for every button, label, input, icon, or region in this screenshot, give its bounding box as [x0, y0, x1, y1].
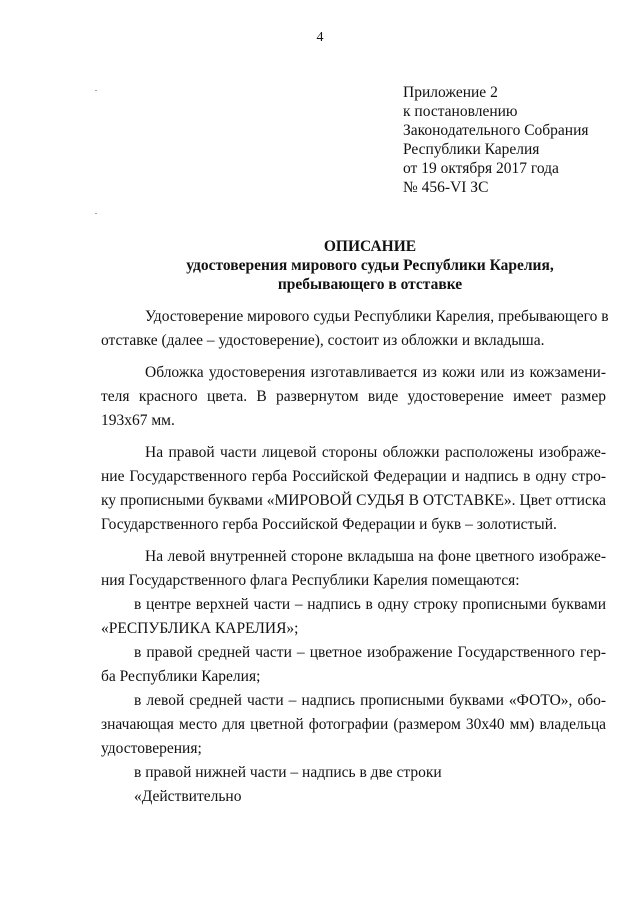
paragraph-bottom-right — [101, 761, 606, 785]
text-line: «РЕСПУБЛИКА КАРЕЛИЯ»; — [101, 620, 299, 637]
text-line: удостоверения; — [101, 740, 202, 757]
paragraph-front-side — [101, 441, 606, 537]
text-line: в центре верхней части – надпись в одну строку прописными буквами — [134, 596, 606, 613]
text-line: в левой средней части – надпись прописными буквами «ФОТО», обо- — [134, 692, 606, 709]
paragraph-insert — [101, 545, 606, 593]
appendix-line: к постановлению — [403, 103, 518, 120]
title-heading: ОПИСАНИЕ — [323, 238, 417, 255]
text-line: теля красного цвета. В развернутом виде удостоверение имеет размер — [101, 388, 606, 405]
text-line: Удостоверение мирового судьи Республики Карелия, пребывающего в — [145, 308, 609, 325]
document-title — [110, 237, 630, 294]
paragraph-composition — [101, 305, 609, 353]
paragraph-top-center — [101, 593, 606, 641]
text-line: На правой части лицевой стороны обложки расположены изображе- — [145, 444, 606, 461]
text-line: ние Государственного герба Российской Федерации и надпись в одну стро- — [101, 468, 606, 485]
text-line: в правой нижней части – надпись в две строки — [134, 764, 442, 781]
appendix-line: № 456-VI ЗС — [403, 179, 489, 196]
appendix-line: Приложение 2 — [403, 84, 498, 101]
text-line: На левой внутренней стороне вкладыша на фоне цветного изображе- — [145, 548, 606, 565]
scan-speck — [95, 90, 97, 91]
paragraph-middle-left — [101, 689, 606, 761]
text-line: «Действительно — [134, 788, 242, 805]
text-line: ку прописными буквами «МИРОВОЙ СУДЬЯ В ОТСТАВКЕ». Цвет оттиска — [101, 492, 606, 509]
text-line: Обложка удостоверения изготавливается из кожи или из кожзамени- — [145, 364, 606, 381]
page-number: 4 — [316, 30, 324, 45]
appendix-line: Законодательного Собрания — [403, 122, 589, 139]
paragraph-cover — [101, 361, 606, 433]
text-line: ния Государственного флага Республики Карелия помещаются: — [101, 572, 520, 589]
title-subtitle: удостоверения мирового судьи Республики Карелия, — [186, 257, 554, 274]
paragraph-middle-right — [101, 641, 606, 689]
appendix-line: от 19 октября 2017 года — [403, 160, 559, 177]
appendix-reference — [403, 83, 589, 197]
text-line: в правой средней части – цветное изображение Государственного гер- — [134, 644, 606, 661]
text-line: отставке (далее – удостоверение), состоит из обложки и вкладыша. — [101, 332, 545, 349]
scan-speck — [95, 213, 97, 214]
paragraph-quote — [101, 785, 606, 809]
text-line: значающая место для цветной фотографии (размером 30х40 мм) владельца — [101, 716, 606, 733]
text-line: 193х67 мм. — [101, 412, 175, 429]
title-subtitle: пребывающего в отставке — [277, 276, 463, 293]
text-line: Государственного герба Российской Федерации и букв – золотистый. — [101, 516, 557, 533]
text-line: ба Республики Карелия; — [101, 668, 261, 685]
document-body — [101, 305, 609, 809]
appendix-line: Республики Карелия — [403, 141, 540, 158]
